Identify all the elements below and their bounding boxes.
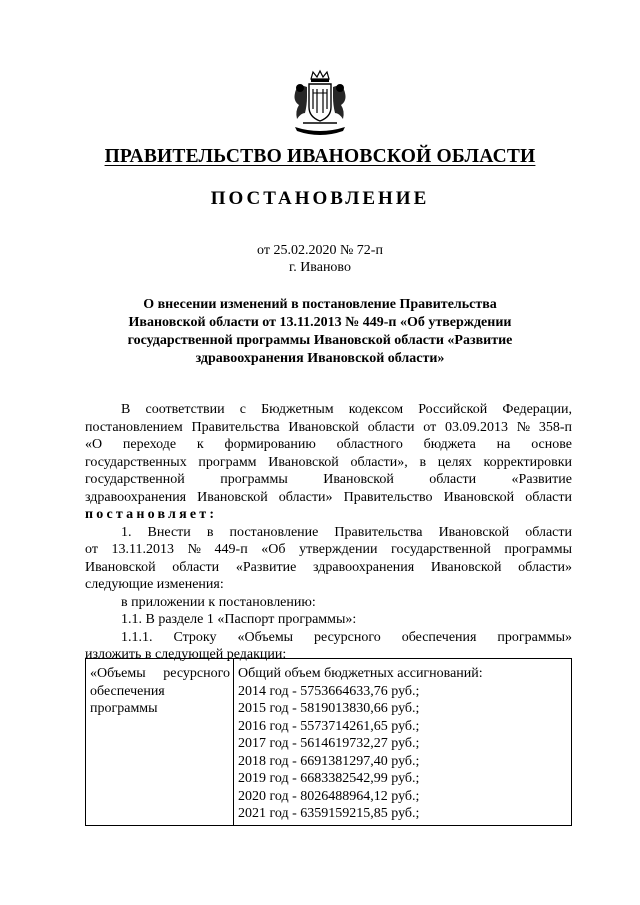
cell-line: программы xyxy=(90,701,158,716)
body-text: государственных программ Ивановской области», в целях корректировки xyxy=(85,454,572,470)
document-subject xyxy=(100,296,540,368)
body-line xyxy=(85,629,572,647)
date-number: от 25.02.2020 № 72-п xyxy=(257,243,383,258)
cell-line: Общий объем бюджетных ассигнований: xyxy=(238,666,483,681)
funding-row: 2020 год - 8026488964,12 руб.; xyxy=(238,788,420,804)
funding-row: 2014 год - 5753664633,76 руб.; xyxy=(238,683,420,699)
body-line: изложить в следующей редакции: xyxy=(85,647,287,662)
cell-line: обеспечения xyxy=(90,683,165,699)
cell-line xyxy=(90,665,230,683)
table-cell-label xyxy=(86,659,234,826)
body-line xyxy=(85,524,572,542)
funding-row: 2016 год - 5573714261,65 руб.; xyxy=(238,718,420,734)
cell-text: «Объемы ресурсного xyxy=(90,666,230,681)
body-line: в приложении к постановлению: xyxy=(121,594,316,610)
subject-line: здравоохранения Ивановской области» xyxy=(195,351,445,366)
body-line xyxy=(85,559,572,577)
body-text: «О переходе к формированию областного бюджета на основе xyxy=(85,437,572,452)
body-line: следующие изменения: xyxy=(85,577,224,592)
body-line xyxy=(85,401,572,419)
body-text: постановлением Правительства Ивановской области от 03.09.2013 № 358-п xyxy=(85,419,572,435)
funding-row: 2018 год - 6691381297,40 руб.; xyxy=(238,753,420,769)
body-text: государственной программы Ивановской области «Развитие xyxy=(85,472,572,487)
body-line: 1.1. В разделе 1 «Паспорт программы»: xyxy=(121,612,357,627)
government-title: ПРАВИТЕЛЬСТВО ИВАНОВСКОЙ ОБЛАСТИ xyxy=(104,146,536,167)
table-cell-value xyxy=(234,659,572,826)
body-line xyxy=(85,489,572,507)
subject-line: Ивановской области от 13.11.2013 № 449-п «Об утверждении xyxy=(128,315,512,330)
document-body xyxy=(85,401,572,664)
coat-of-arms-icon xyxy=(289,69,351,135)
funding-row: 2017 год - 5614619732,27 руб.; xyxy=(238,736,420,751)
subject-line: государственной программы Ивановской области «Развитие xyxy=(127,333,513,348)
body-text: 1.1.1. Строку «Объемы ресурсного обеспечения программы» xyxy=(121,629,572,645)
decides-keyword: постановляет: xyxy=(85,507,218,522)
body-line xyxy=(85,436,572,454)
body-line xyxy=(85,471,572,489)
funding-row: 2015 год - 5819013830,66 руб.; xyxy=(238,701,420,716)
city: г. Иваново xyxy=(289,260,351,275)
document-type: ПОСТАНОВЛЕНИЕ xyxy=(210,188,430,209)
body-text: Ивановской области «Развитие здравоохранения Ивановской области» xyxy=(85,559,572,575)
subject-line: О внесении изменений в постановление Правительства xyxy=(143,297,497,312)
funding-row: 2019 год - 6683382542,99 руб.; xyxy=(238,771,420,786)
passport-table xyxy=(85,658,572,826)
body-text: здравоохранения Ивановской области» Правительство Ивановской области xyxy=(85,489,572,505)
body-text: от 13.11.2013 № 449-п «Об утверждении государственной программы xyxy=(85,542,572,557)
body-text: В соответствии с Бюджетным кодексом Российской Федерации, xyxy=(121,402,572,417)
funding-row: 2021 год - 6359159215,85 руб.; xyxy=(238,806,420,821)
body-line xyxy=(85,541,572,559)
body-line xyxy=(85,454,572,472)
body-line xyxy=(85,419,572,437)
body-text: 1. Внести в постановление Правительства Ивановской области xyxy=(121,524,572,540)
table-row xyxy=(86,659,572,826)
